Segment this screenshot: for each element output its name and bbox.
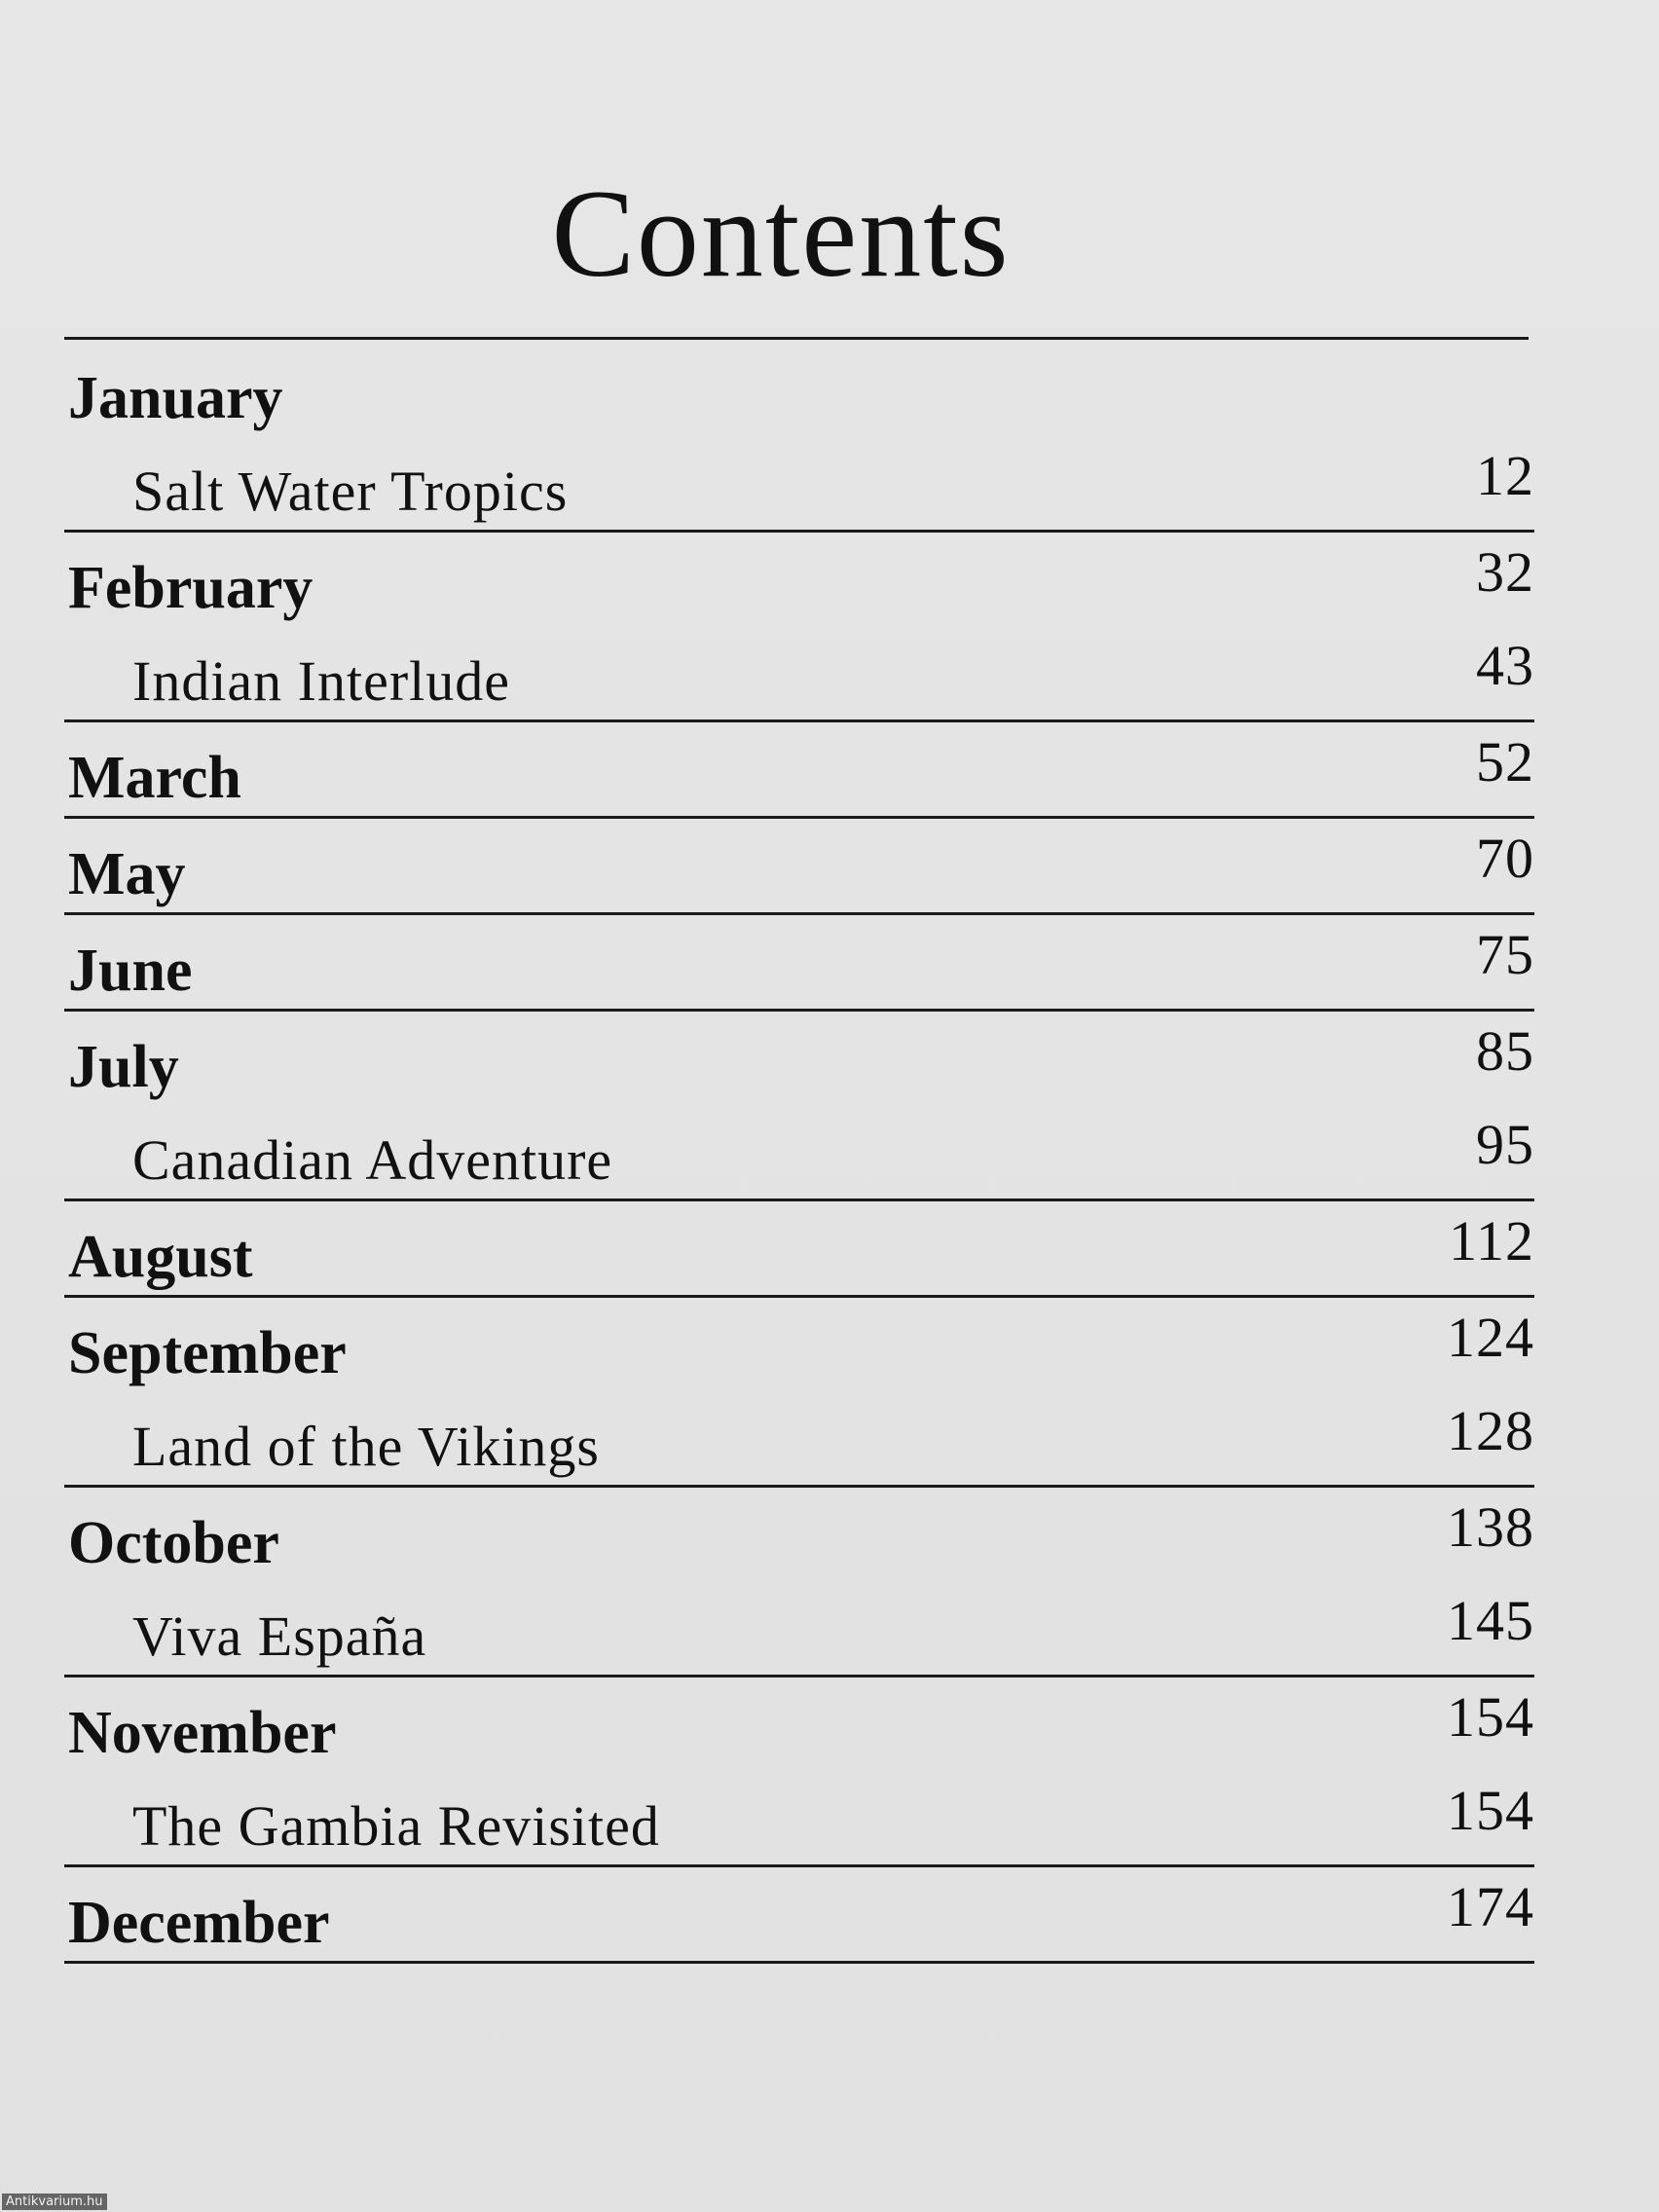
toc-entry-label: Salt Water Tropics [132, 460, 569, 523]
toc-entry-label: The Gambia Revisited [132, 1794, 660, 1858]
toc-entry-label: November [68, 1700, 337, 1766]
toc-entry-label: Canadian Adventure [132, 1128, 613, 1192]
toc-entry-page: 128 [1447, 1399, 1534, 1462]
toc-entry-page: 70 [1476, 827, 1534, 890]
toc-entry-august [64, 1201, 1534, 1298]
toc-entry-page: 85 [1476, 1019, 1534, 1083]
toc-entry-label: March [68, 745, 241, 811]
toc-entry-november [64, 1677, 1534, 1771]
toc-entry-page: 95 [1476, 1113, 1534, 1176]
toc-entry-label: June [68, 938, 193, 1004]
toc-entry-page: 12 [1476, 444, 1534, 507]
toc-entry-page: 174 [1447, 1875, 1534, 1938]
toc-entry-page: 124 [1447, 1306, 1534, 1369]
toc-entry-page: 145 [1447, 1589, 1534, 1652]
toc-entry-canadian-adventure [64, 1105, 1534, 1201]
toc-entry-october [64, 1488, 1534, 1581]
toc-entry-label: August [68, 1224, 253, 1290]
toc-entry-page: 75 [1476, 923, 1534, 986]
toc-entry-label: July [68, 1034, 179, 1100]
table-of-contents [64, 343, 1534, 1964]
toc-entry-indian-interlude [64, 626, 1534, 722]
toc-entry-page: 154 [1447, 1685, 1534, 1749]
toc-entry-land-of-the-vikings [64, 1391, 1534, 1488]
toc-entry-label: Viva España [132, 1604, 427, 1668]
toc-entry-viva-espana [64, 1581, 1534, 1677]
toc-entry-the-gambia-revisited [64, 1771, 1534, 1867]
toc-entry-december [64, 1867, 1534, 1964]
toc-entry-page: 112 [1449, 1209, 1534, 1272]
toc-entry-page: 154 [1447, 1779, 1534, 1842]
toc-entry-june [64, 915, 1534, 1012]
toc-entry-page: 32 [1476, 540, 1534, 604]
title-rule [64, 337, 1529, 340]
toc-entry-september [64, 1298, 1534, 1391]
toc-entry-label: September [68, 1320, 347, 1386]
toc-entry-label: January [68, 365, 283, 431]
toc-entry-january [64, 343, 1534, 436]
toc-entry-label: May [68, 841, 186, 907]
toc-entry-page: 43 [1476, 634, 1534, 697]
page-title: Contents [551, 165, 1011, 303]
toc-entry-february [64, 533, 1534, 626]
toc-entry-may [64, 819, 1534, 915]
toc-entry-label: Indian Interlude [132, 649, 511, 713]
toc-entry-page: 52 [1476, 730, 1534, 793]
toc-entry-page: 138 [1447, 1495, 1534, 1559]
toc-entry-july [64, 1012, 1534, 1105]
toc-entry-march [64, 722, 1534, 819]
toc-entry-label: February [68, 555, 313, 621]
toc-entry-label: Land of the Vikings [132, 1415, 600, 1478]
toc-entry-label: December [68, 1890, 330, 1956]
toc-entry-label: October [68, 1510, 279, 1576]
toc-entry-salt-water-tropics [64, 436, 1534, 533]
watermark-text: Antikvarium.hu [2, 2194, 107, 2210]
